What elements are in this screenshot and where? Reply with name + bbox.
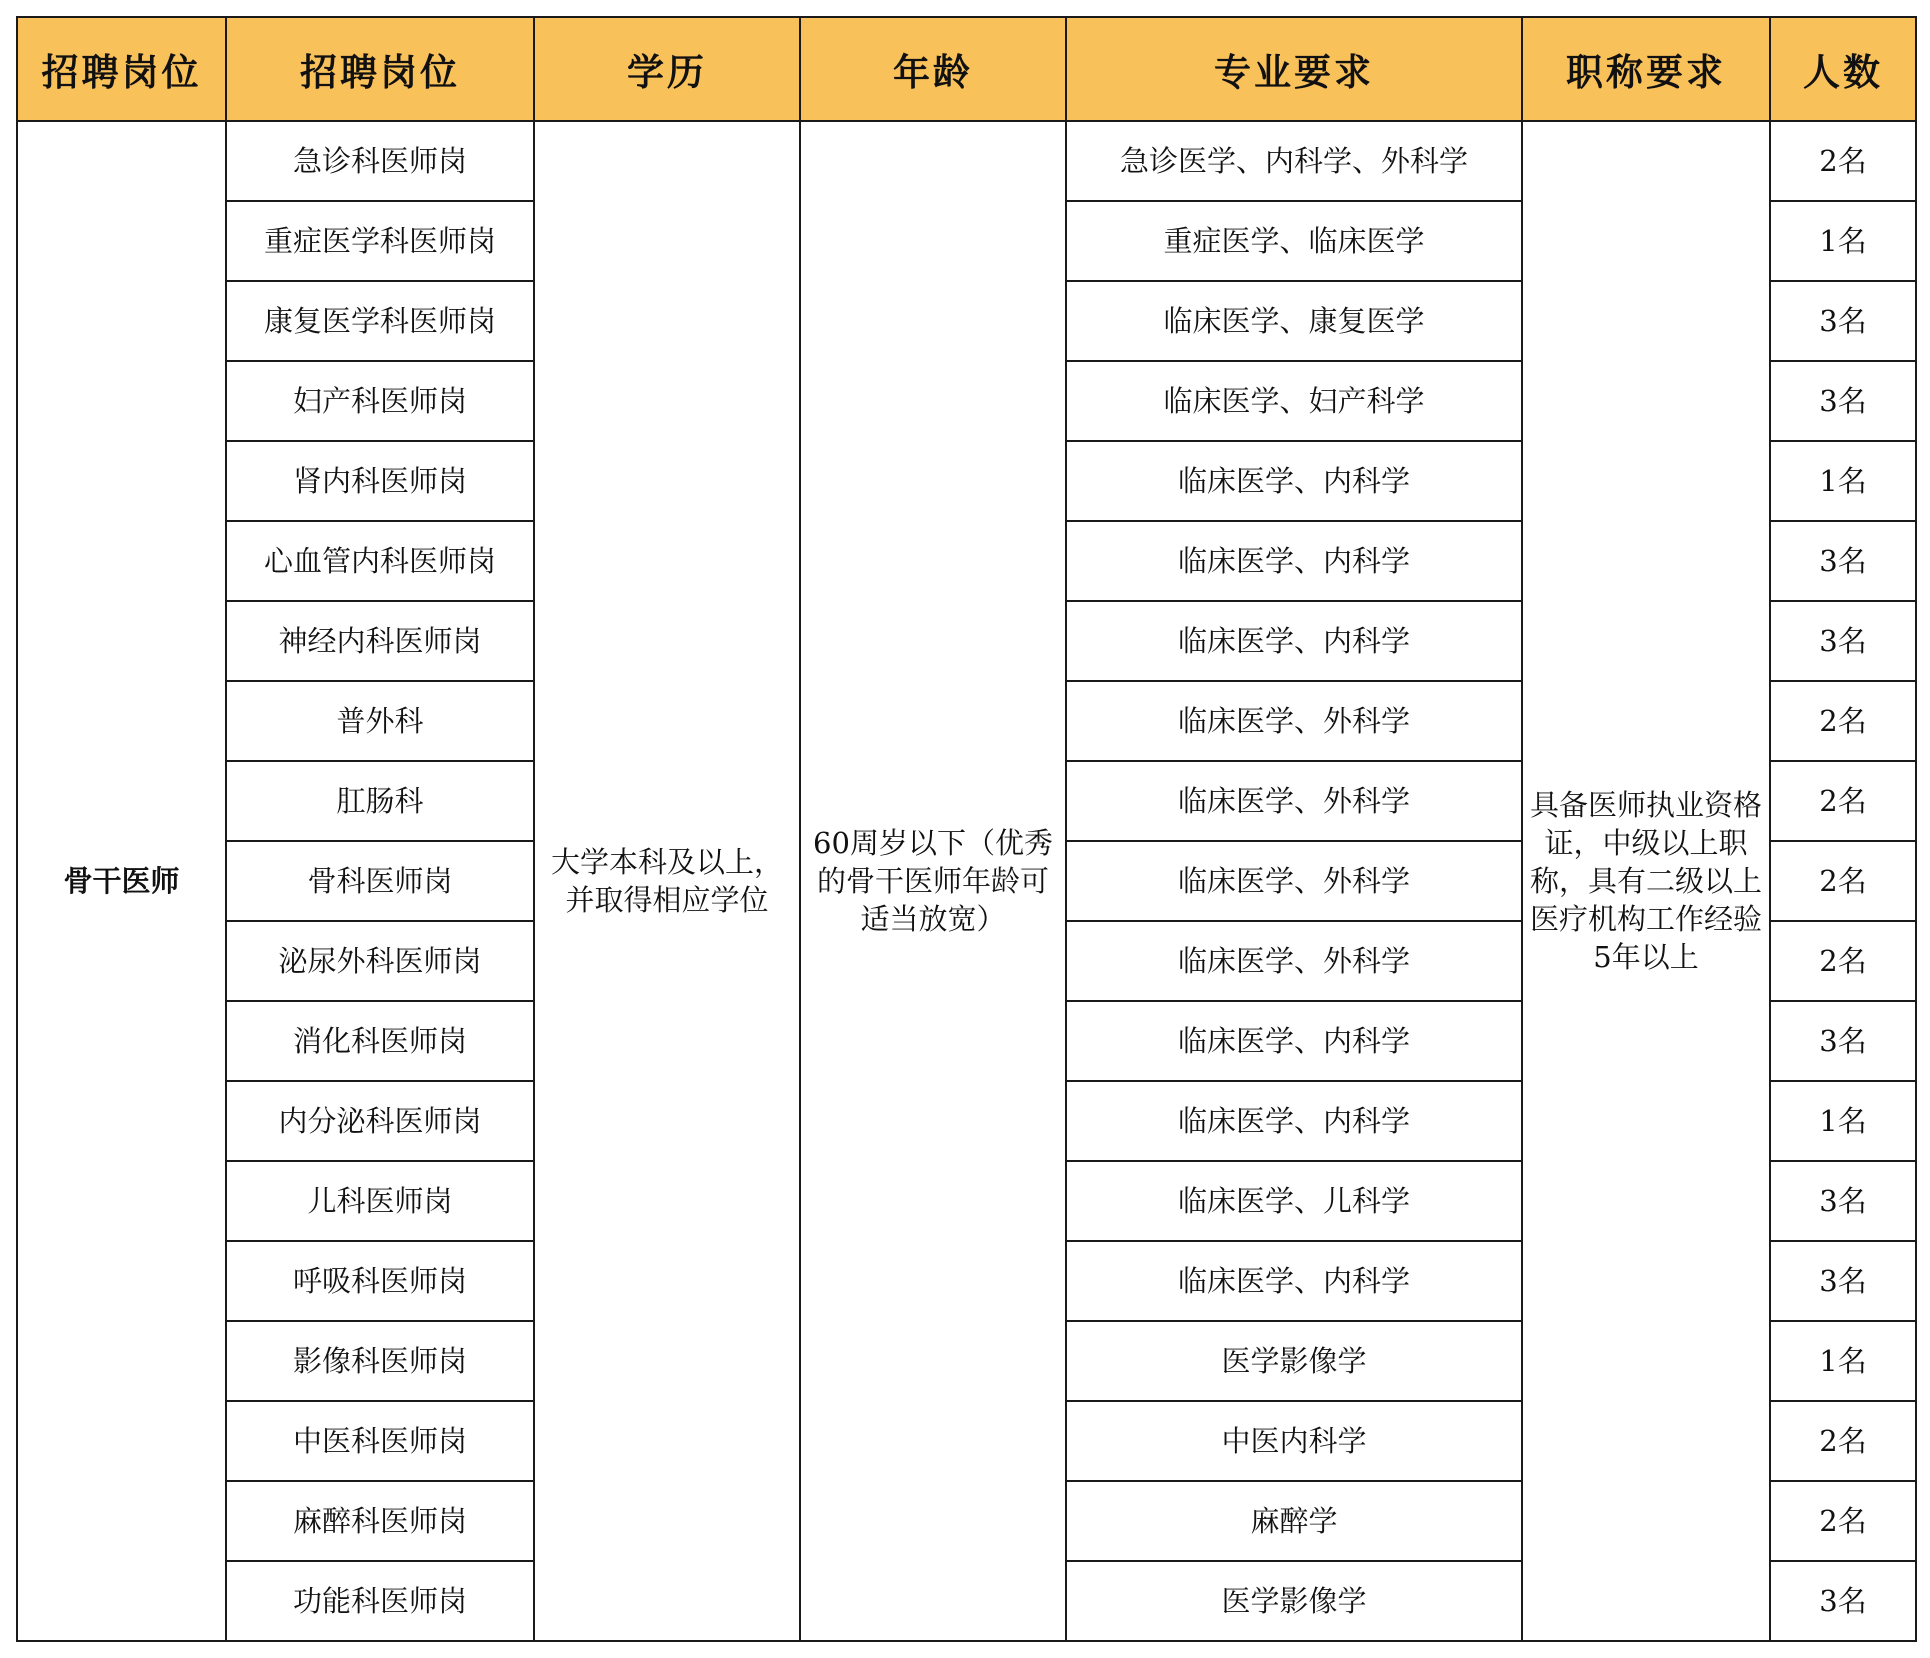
header-post: 招聘岗位 bbox=[226, 17, 534, 121]
post-cell: 骨科医师岗 bbox=[226, 841, 534, 921]
post-cell: 心血管内科医师岗 bbox=[226, 521, 534, 601]
education-cell: 大学本科及以上，并取得相应学位 bbox=[534, 121, 800, 1641]
count-cell: 3名 bbox=[1770, 521, 1916, 601]
count-cell: 2名 bbox=[1770, 761, 1916, 841]
title-requirement-cell: 具备医师执业资格证，中级以上职称，具有二级以上医疗机构工作经验5年以上 bbox=[1522, 121, 1770, 1641]
header-title-requirement: 职称要求 bbox=[1522, 17, 1770, 121]
post-cell: 麻醉科医师岗 bbox=[226, 1481, 534, 1561]
count-cell: 3名 bbox=[1770, 601, 1916, 681]
post-cell: 肛肠科 bbox=[226, 761, 534, 841]
post-cell: 影像科医师岗 bbox=[226, 1321, 534, 1401]
post-cell: 功能科医师岗 bbox=[226, 1561, 534, 1641]
major-cell: 临床医学、外科学 bbox=[1066, 761, 1522, 841]
post-cell: 中医科医师岗 bbox=[226, 1401, 534, 1481]
major-cell: 临床医学、内科学 bbox=[1066, 521, 1522, 601]
count-cell: 3名 bbox=[1770, 281, 1916, 361]
count-cell: 1名 bbox=[1770, 201, 1916, 281]
count-cell: 2名 bbox=[1770, 1481, 1916, 1561]
count-cell: 3名 bbox=[1770, 1241, 1916, 1321]
header-age: 年龄 bbox=[800, 17, 1066, 121]
major-cell: 临床医学、内科学 bbox=[1066, 1241, 1522, 1321]
post-cell: 妇产科医师岗 bbox=[226, 361, 534, 441]
major-cell: 重症医学、临床医学 bbox=[1066, 201, 1522, 281]
post-cell: 康复医学科医师岗 bbox=[226, 281, 534, 361]
post-cell: 神经内科医师岗 bbox=[226, 601, 534, 681]
post-cell: 泌尿外科医师岗 bbox=[226, 921, 534, 1001]
major-cell: 急诊医学、内科学、外科学 bbox=[1066, 121, 1522, 201]
major-cell: 临床医学、外科学 bbox=[1066, 841, 1522, 921]
major-cell: 麻醉学 bbox=[1066, 1481, 1522, 1561]
post-cell: 消化科医师岗 bbox=[226, 1001, 534, 1081]
count-cell: 1名 bbox=[1770, 1321, 1916, 1401]
major-cell: 临床医学、内科学 bbox=[1066, 1081, 1522, 1161]
count-cell: 3名 bbox=[1770, 361, 1916, 441]
post-cell: 呼吸科医师岗 bbox=[226, 1241, 534, 1321]
count-cell: 2名 bbox=[1770, 121, 1916, 201]
post-cell: 内分泌科医师岗 bbox=[226, 1081, 534, 1161]
post-cell: 急诊科医师岗 bbox=[226, 121, 534, 201]
header-category: 招聘岗位 bbox=[17, 17, 226, 121]
header-education: 学历 bbox=[534, 17, 800, 121]
count-cell: 1名 bbox=[1770, 1081, 1916, 1161]
major-cell: 临床医学、妇产科学 bbox=[1066, 361, 1522, 441]
major-cell: 临床医学、内科学 bbox=[1066, 601, 1522, 681]
count-cell: 3名 bbox=[1770, 1561, 1916, 1641]
major-cell: 临床医学、内科学 bbox=[1066, 1001, 1522, 1081]
header-count: 人数 bbox=[1770, 17, 1916, 121]
count-cell: 1名 bbox=[1770, 441, 1916, 521]
count-cell: 3名 bbox=[1770, 1001, 1916, 1081]
header-major: 专业要求 bbox=[1066, 17, 1522, 121]
major-cell: 医学影像学 bbox=[1066, 1321, 1522, 1401]
count-cell: 2名 bbox=[1770, 1401, 1916, 1481]
post-cell: 重症医学科医师岗 bbox=[226, 201, 534, 281]
category-cell: 骨干医师 bbox=[17, 121, 226, 1641]
post-cell: 肾内科医师岗 bbox=[226, 441, 534, 521]
major-cell: 临床医学、外科学 bbox=[1066, 681, 1522, 761]
header-row bbox=[17, 17, 1916, 121]
count-cell: 3名 bbox=[1770, 1161, 1916, 1241]
count-cell: 2名 bbox=[1770, 921, 1916, 1001]
recruitment-table bbox=[16, 16, 1917, 1642]
post-cell: 普外科 bbox=[226, 681, 534, 761]
major-cell: 医学影像学 bbox=[1066, 1561, 1522, 1641]
major-cell: 临床医学、内科学 bbox=[1066, 441, 1522, 521]
major-cell: 临床医学、康复医学 bbox=[1066, 281, 1522, 361]
post-cell: 儿科医师岗 bbox=[226, 1161, 534, 1241]
count-cell: 2名 bbox=[1770, 841, 1916, 921]
major-cell: 临床医学、儿科学 bbox=[1066, 1161, 1522, 1241]
table-row bbox=[17, 121, 1916, 201]
major-cell: 临床医学、外科学 bbox=[1066, 921, 1522, 1001]
count-cell: 2名 bbox=[1770, 681, 1916, 761]
age-cell: 60周岁以下（优秀的骨干医师年龄可适当放宽） bbox=[800, 121, 1066, 1641]
major-cell: 中医内科学 bbox=[1066, 1401, 1522, 1481]
table-body bbox=[17, 121, 1916, 1641]
